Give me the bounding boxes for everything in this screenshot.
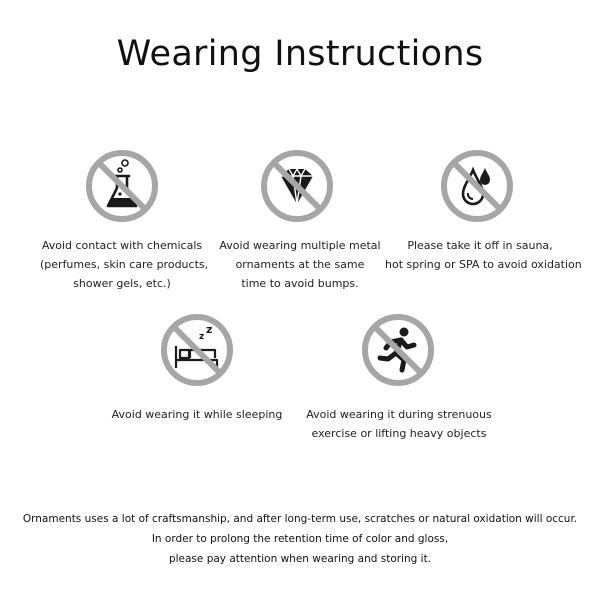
caption-line: Avoid contact with chemicals — [41, 239, 203, 252]
caption-line: (perfumes, skin care products, — [40, 258, 209, 271]
caption-line: Avoid wearing it while sleeping — [111, 408, 283, 421]
footer-note — [0, 509, 600, 569]
page-title: Wearing Instructions — [116, 34, 484, 74]
caption-sauna — [385, 236, 582, 274]
caption-line: ornaments at the same — [235, 258, 365, 271]
no-sleeping-icon — [159, 312, 235, 388]
caption-line: Avoid wearing it during strenuous — [306, 408, 492, 421]
footer-line: Ornaments uses a lot of craftsmanship, and after long-term use, scratches or natural oxidation will occur. — [22, 513, 578, 525]
caption-line: shower gels, etc.) — [73, 277, 171, 290]
no-chemicals-icon — [84, 148, 160, 224]
caption-chemicals — [40, 236, 209, 293]
no-diamond-icon — [259, 148, 335, 224]
svg-text:z: z — [206, 323, 213, 336]
caption-line: Avoid wearing multiple metal — [219, 239, 381, 252]
caption-diamond — [215, 236, 385, 293]
no-running-icon — [360, 312, 436, 388]
no-water-icon — [439, 148, 515, 224]
caption-line: exercise or lifting heavy objects — [311, 427, 487, 440]
footer-line: In order to prolong the retention time of color and gloss, — [151, 533, 449, 545]
caption-exercise — [304, 405, 494, 443]
caption-sleeping — [100, 405, 294, 424]
footer-line: please pay attention when wearing and storing it. — [168, 553, 432, 565]
caption-line: time to avoid bumps. — [241, 277, 359, 290]
caption-line: Please take it off in sauna, — [407, 239, 553, 252]
caption-line: hot spring or SPA to avoid oxidation — [385, 258, 582, 271]
svg-text:z: z — [199, 332, 205, 342]
